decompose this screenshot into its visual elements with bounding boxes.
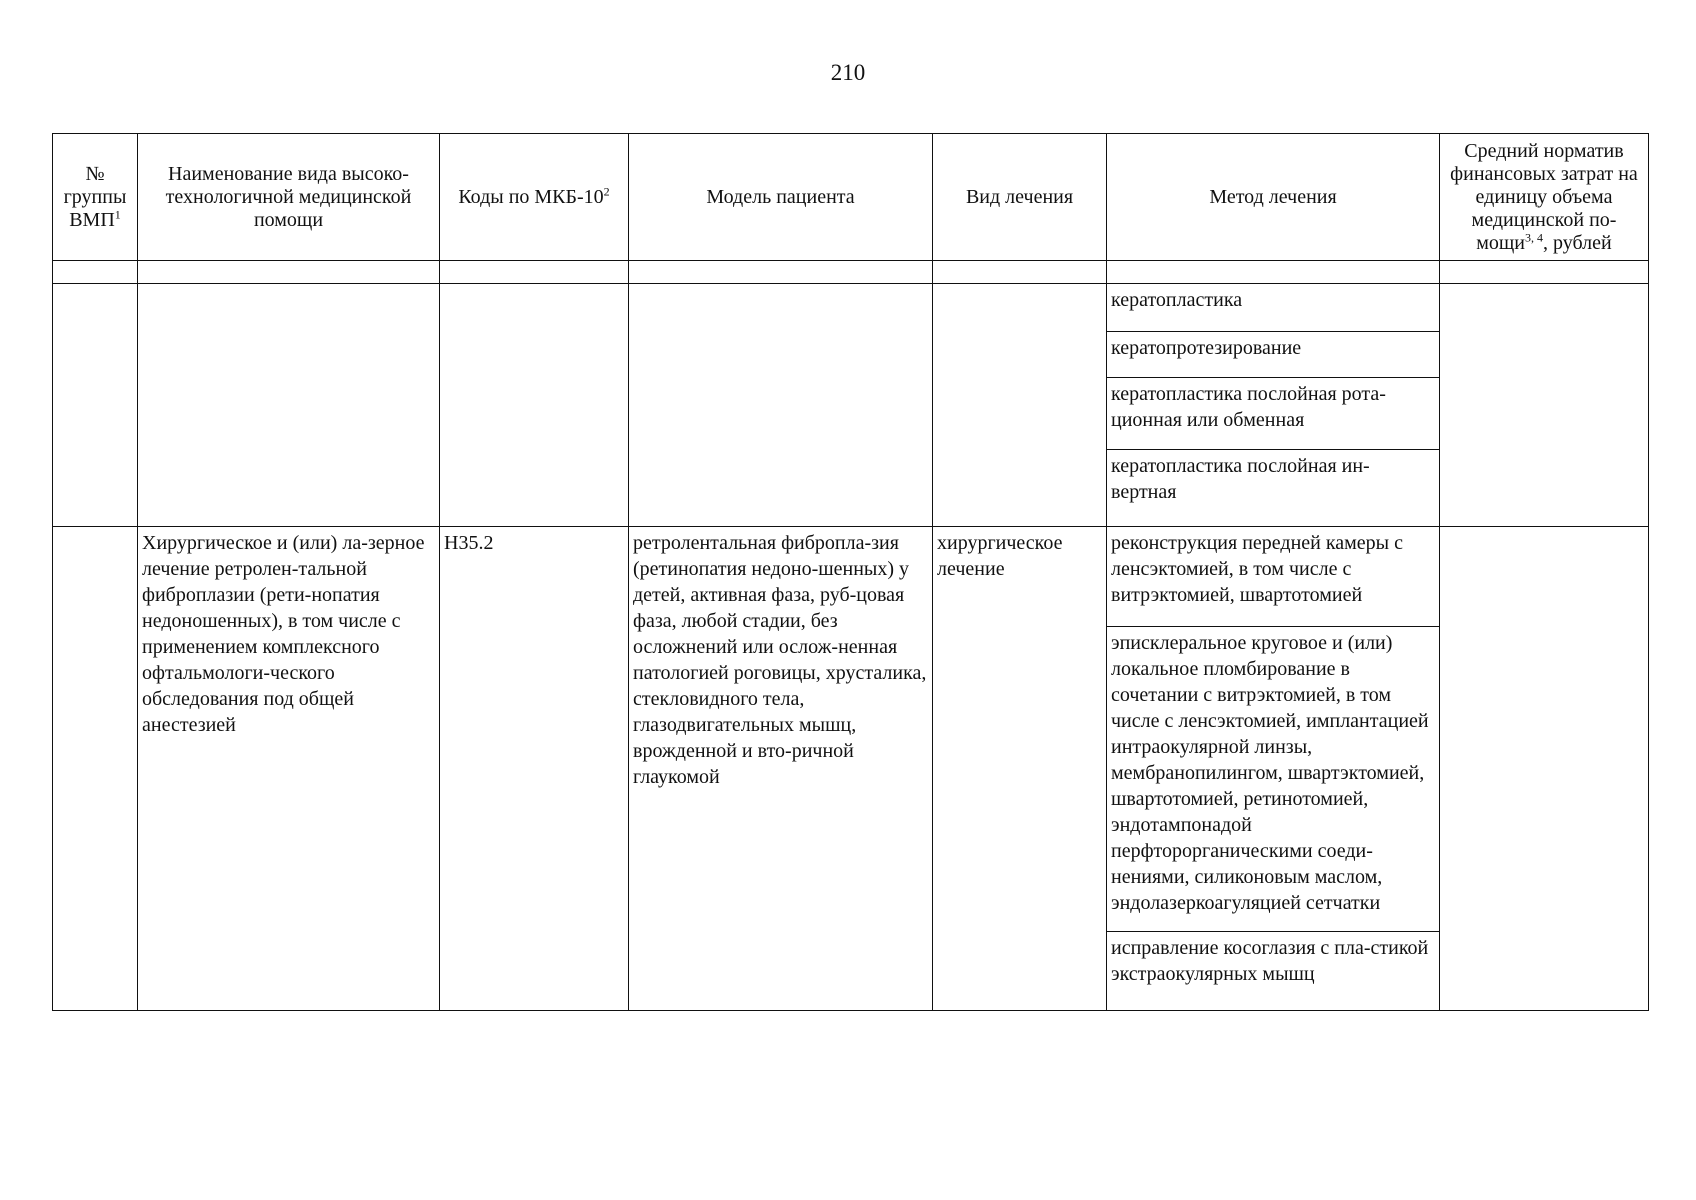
cell-model: ретролентальная фибропла-зия (ретинопатия недоно-шенных) у детей, активная фаза, руб-цовая фаза, любой стадии, без осложнений или ослож-ненная патологией роговицы, хрусталика, стекловидного тела, глазодвигательных мышц, врожденной и вто-ричной глаукомой <box>629 527 933 1011</box>
cell-model <box>629 284 933 527</box>
method-item: исправление косоглазия с пла-стикой экстраокулярных мышц <box>1111 937 1429 985</box>
method-item: кератопластика <box>1107 284 1439 332</box>
vmp-table <box>52 133 1649 1011</box>
cell-methods <box>1107 284 1440 527</box>
page-number: 210 <box>830 60 866 85</box>
cell-treatment-type: хирургическое лечение <box>933 527 1107 1011</box>
cell-cost <box>1440 284 1649 527</box>
method-item: кератопластика послойная ин-вертная <box>1111 455 1370 503</box>
cell-icd <box>440 284 629 527</box>
cell-group-no <box>53 284 138 527</box>
cell-name <box>138 284 440 527</box>
method-item: кератопластика послойная рота-ционная или обменная <box>1107 378 1439 450</box>
cell-name: Хирургическое и (или) ла-зерное лечение ретролен-тальной фиброплазии (рети-нопатия недоношенных), в том числе с применением комплексного офтальмологи-ческого обследования под общей анестезией <box>138 527 440 1011</box>
cell-group-no <box>53 527 138 1011</box>
header-method: Метод лечения <box>1107 134 1440 261</box>
cell-methods <box>1107 527 1440 1011</box>
method-item: эписклеральное круговое и (или) локальное пломбирование в сочетании с витрэктомией, в том числе с ленсэктомией, имплантацией интраокулярной линзы, мембранопилингом, швартэктомией, швартотомией, ретинотомией, эндотампонадой перфторорганическими соеди-нениями, силиконовым маслом, эндолазеркоагуляцией сетчатки <box>1107 627 1439 932</box>
cell-cost <box>1440 527 1649 1011</box>
cell-icd: H35.2 <box>440 527 629 1011</box>
header-cost: Средний норматив финансовых затрат на единицу объема медицинской по-мощи$^{3, 4}$, рублей <box>1440 134 1649 261</box>
method-item: кератопротезирование <box>1107 332 1439 378</box>
cell-treatment-type <box>933 284 1107 527</box>
header-icd: Коды по МКБ-$10^2$ <box>440 134 629 261</box>
header-model: Модель пациента <box>629 134 933 261</box>
table-row <box>53 284 1649 527</box>
header-name: Наименование вида высоко-технологичной медицинской помощи <box>138 134 440 261</box>
header-treatment-type: Вид лечения <box>933 134 1107 261</box>
spacer-row <box>53 261 1649 284</box>
table-row <box>53 527 1649 1011</box>
header-group-no: № группы ВМП$^1$ <box>53 134 138 261</box>
method-item: реконструкция передней камеры с ленсэктомией, в том числе с витрэктомией, швартотомией <box>1107 527 1439 627</box>
header-row <box>53 134 1649 261</box>
